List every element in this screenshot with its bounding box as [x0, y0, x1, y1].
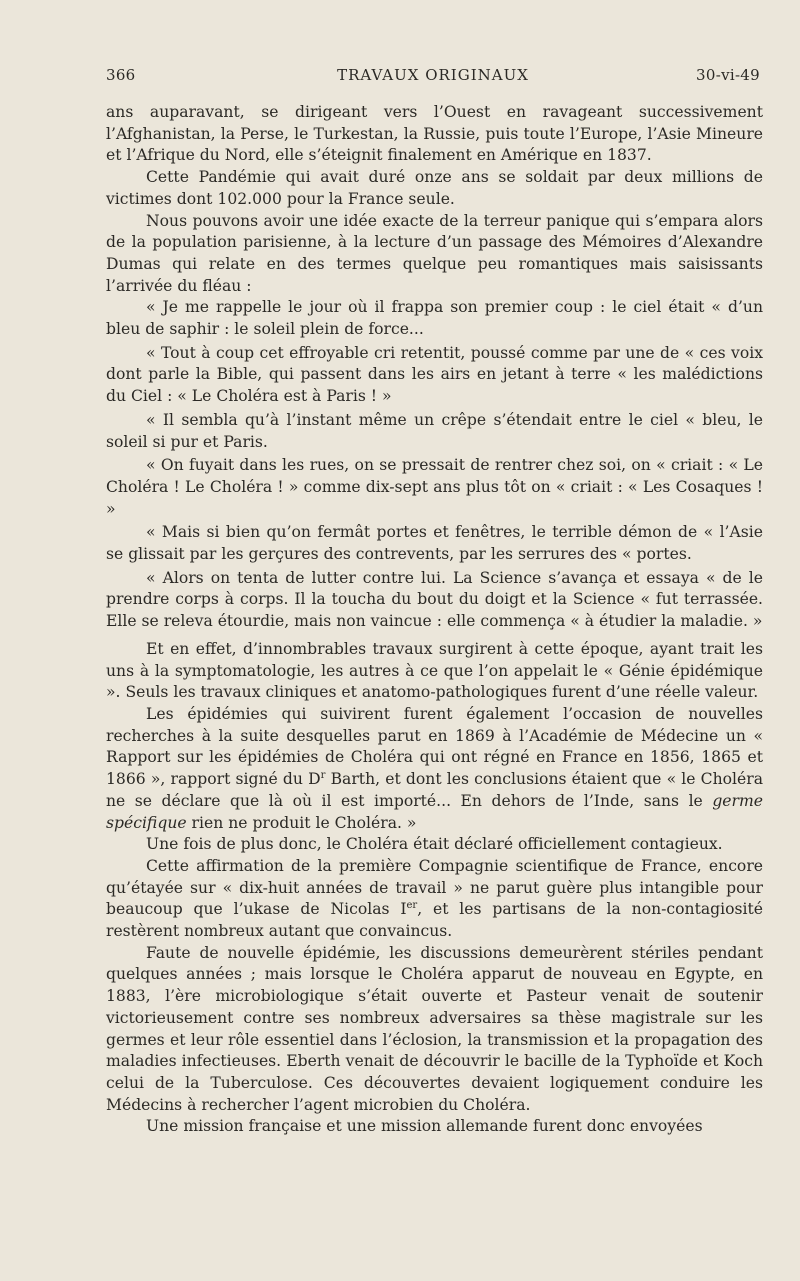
quote-paragraph: « Tout à coup cet effroyable cri retentit, poussé comme par une de « ces voix dont parle la Bible, qui passent dans les airs en jetant à terre « les malédictions du Ciel : « Le Choléra est à Paris ! »: [106, 343, 763, 406]
quote-paragraph: « Alors on tenta de lutter contre lui. La Science s’avança et essaya « de le prendre corps à corps. Il la toucha du bout du doigt et la Science « fut terrassée. Elle se releva étourdie, mais non vaincue : elle commença « à étudier la maladie. »: [106, 568, 763, 631]
quote-paragraph: « Mais si bien qu’on fermât portes et fenêtres, le terrible démon de « l’Asie se glissait par les gerçures des contrevents, par les serrures des « portes.: [106, 523, 763, 564]
paragraph: Une mission française et une mission allemande furent donc envoyées: [146, 1117, 703, 1136]
paragraph: Cette Pandémie qui avait duré onze ans se soldait par deux millions de victimes dont 102.000 pour la France seule.: [106, 168, 763, 208]
quote-paragraph: « On fuyait dans les rues, on se pressait de rentrer chez soi, on « criait : « Le Choléra ! Le Choléra ! » comme dix-sept ans plus tôt on « criait : « Les Cosaques ! »: [106, 456, 763, 518]
running-title: TRAVAUX ORIGINAUX: [337, 66, 529, 84]
paragraph: Une fois de plus donc, le Choléra était déclaré officiellement contagieux.: [146, 835, 723, 854]
text-run: rien ne produit le Choléra. »: [186, 813, 417, 832]
superscript: r: [320, 769, 326, 781]
running-header: [106, 66, 760, 88]
italic-text: germe spécifique: [106, 791, 763, 832]
header-date: 30-vi-49: [696, 66, 760, 84]
paragraph: [106, 704, 763, 834]
page-number: 366: [106, 66, 136, 84]
paragraph: Nous pouvons avoir une idée exacte de la terreur panique qui s’empara alors de la population parisienne, à la lecture d’un passage des Mémoires d’Alexandre Dumas qui relate en des termes quelque peu romantiques mais saisissants l’arrivée du fléau :: [106, 211, 763, 295]
text-run: Barth, et dont les conclusions étaient que « le Choléra ne se déclare que là où il est importé... En dehors de l’Inde, sans le: [106, 770, 764, 810]
quote-paragraph: « Je me rappelle le jour où il frappa son premier coup : le ciel était « d’un bleu de saphir : le soleil plein de force...: [106, 298, 763, 339]
superscript: er: [406, 900, 418, 912]
body-text: [106, 102, 763, 1138]
paragraph: Et en effet, d’innombrables travaux surgirent à cette époque, ayant trait les uns à la symptomatologie, les autres à ce que l’on appelait le « Génie épidémique ». Seuls les travaux cliniques et anatomo-pathologiques furent d’une réelle valeur.: [106, 639, 763, 702]
quote-paragraph: « Il sembla qu’à l’instant même un crêpe s’étendait entre le ciel « bleu, le soleil si pur et Paris.: [106, 410, 763, 451]
text-run: Cette affirmation de la première Compagnie scientifique de France, encore qu’étayée sur « dix-huit années de travail » ne parut guère plus intangible pour beaucoup que l’ukase de Nicolas I: [106, 856, 763, 919]
paragraph: [106, 856, 763, 943]
paragraph-continuation: ans auparavant, se dirigeant vers l’Ouest en ravageant successivement l’Afghanistan, la Perse, le Turkestan, la Russie, puis toute l’Europe, l’Asie Mineure et l’Afrique du Nord, elle s’éteignit finalement en Amérique en 1837.: [106, 103, 763, 165]
text-run: Les épidémies qui suivirent furent également l’occasion de nouvelles recherches à la suite desquelles parut en 1869 à l’Académie de Médecine un « Rapport sur les épidémies de Choléra qui ont régné en France en 1856, 1865 et 1866 », rapport signé du D: [106, 704, 763, 789]
paragraph: Faute de nouvelle épidémie, les discussions demeurèrent stériles pendant quelques années ; mais lorsque le Choléra apparut de nouveau en Egypte, en 1883, l’ère microbiologique s’était ouverte et Pasteur venait de soutenir victorieusement contre ses nombreux adversaires sa thèse magistrale sur les germes et leur rôle essentiel dans l’éclosion, la transmission et la propagation des maladies infectieuses. Eberth venait de découvrir le bacille de la Typhoïde et Koch celui de la Tuberculose. Ces découvertes devaient logiquement conduire les Médecins à rechercher l’agent microbien du Choléra.: [106, 943, 763, 1114]
text-run: , et les partisans de la non-contagiosité restèrent nombreux autant que convaincus.: [106, 900, 763, 941]
